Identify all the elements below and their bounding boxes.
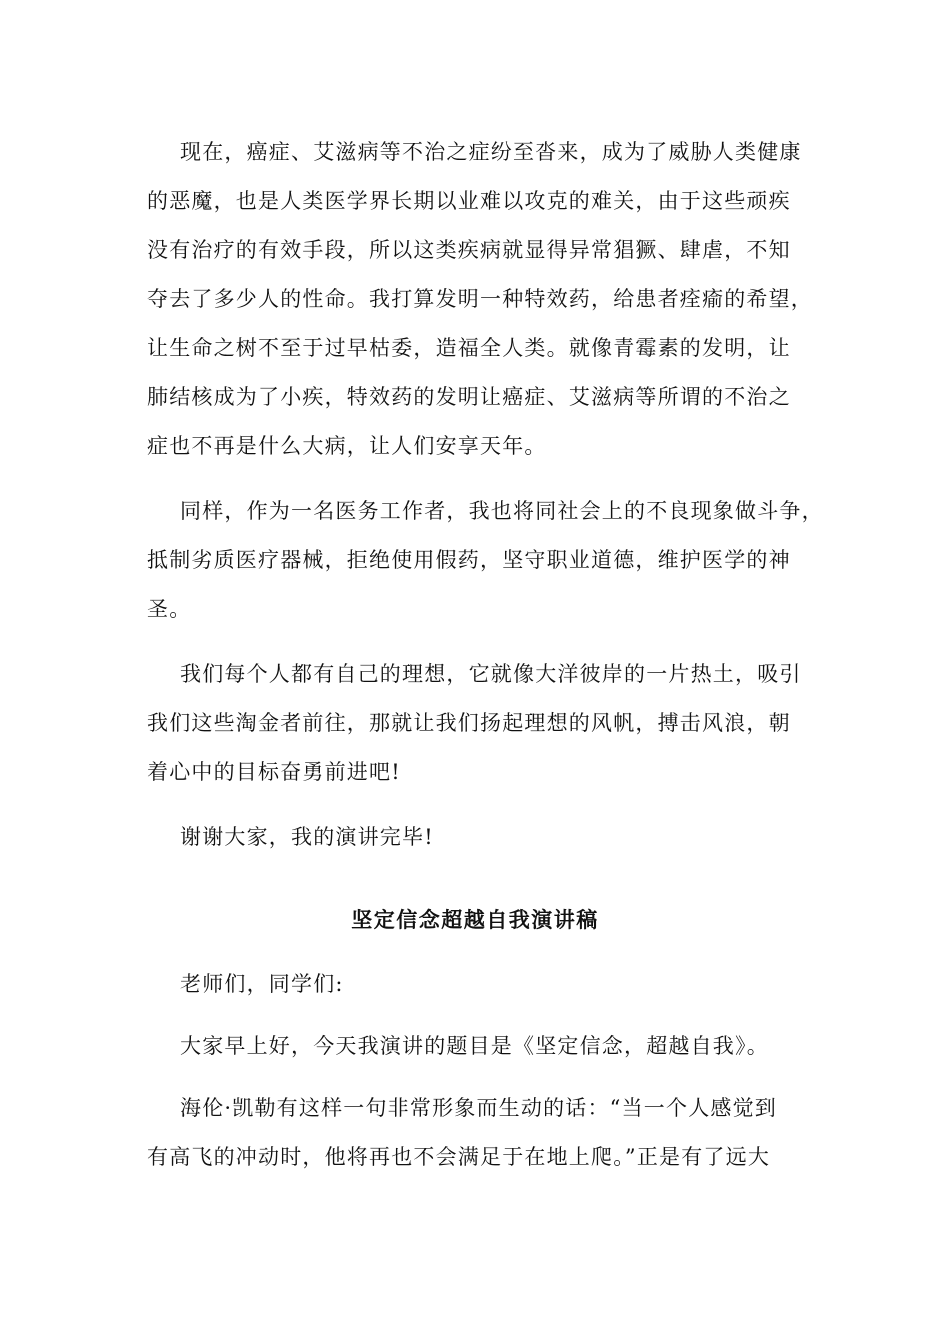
paragraph-line: 圣。	[147, 597, 192, 621]
paragraph-line: 着心中的目标奋勇前进吧!	[147, 760, 401, 784]
closing-line: 谢谢大家，我的演讲完毕!	[180, 825, 434, 849]
paragraph-line: 让生命之树不至于过早枯委，造福全人类。就像青霉素的发明，让	[147, 336, 791, 360]
paragraph-line: 海伦·凯勒有这样一句非常形象而生动的话：“当一个人感觉到	[180, 1096, 778, 1120]
paragraph-line: 症也不再是什么大病，让人们安享天年。	[147, 434, 547, 458]
paragraph-line: 有高飞的冲动时，他将再也不会满足于在地上爬。”正是有了远大	[147, 1145, 771, 1169]
paragraph-line: 没有治疗的有效手段，所以这类疾病就显得异常猖獗、肆虐，不知	[147, 238, 791, 262]
salutation: 老师们，同学们:	[180, 972, 344, 996]
paragraph-line: 现在，癌症、艾滋病等不治之症纷至沓来，成为了威胁人类健康	[180, 140, 802, 164]
paragraph-line: 抵制劣质医疗器械，拒绝使用假药，坚守职业道德，维护医学的神	[147, 548, 791, 572]
section-title: 坚定信念超越自我演讲稿	[351, 907, 599, 932]
paragraph-line: 夺去了多少人的性命。我打算发明一种特效药，给患者痊瘉的希望，	[147, 287, 813, 311]
paragraph-line: 我们这些淘金者前往，那就让我们扬起理想的风帆，搏击风浪，朝	[147, 711, 791, 735]
paragraph-line: 大家早上好，今天我演讲的题目是《坚定信念，超越自我》。	[180, 1034, 769, 1058]
paragraph-line: 肺结核成为了小疾，特效药的发明让癌症、艾滋病等所谓的不治之	[147, 385, 791, 409]
paragraph-line: 同样，作为一名医务工作者，我也将同社会上的不良现象做斗争，	[180, 499, 824, 523]
paragraph-line: 的恶魔，也是人类医学界长期以业难以攻克的难关，由于这些顽疾	[147, 189, 791, 213]
paragraph-line: 我们每个人都有自己的理想，它就像大洋彼岸的一片热土，吸引	[180, 662, 802, 686]
